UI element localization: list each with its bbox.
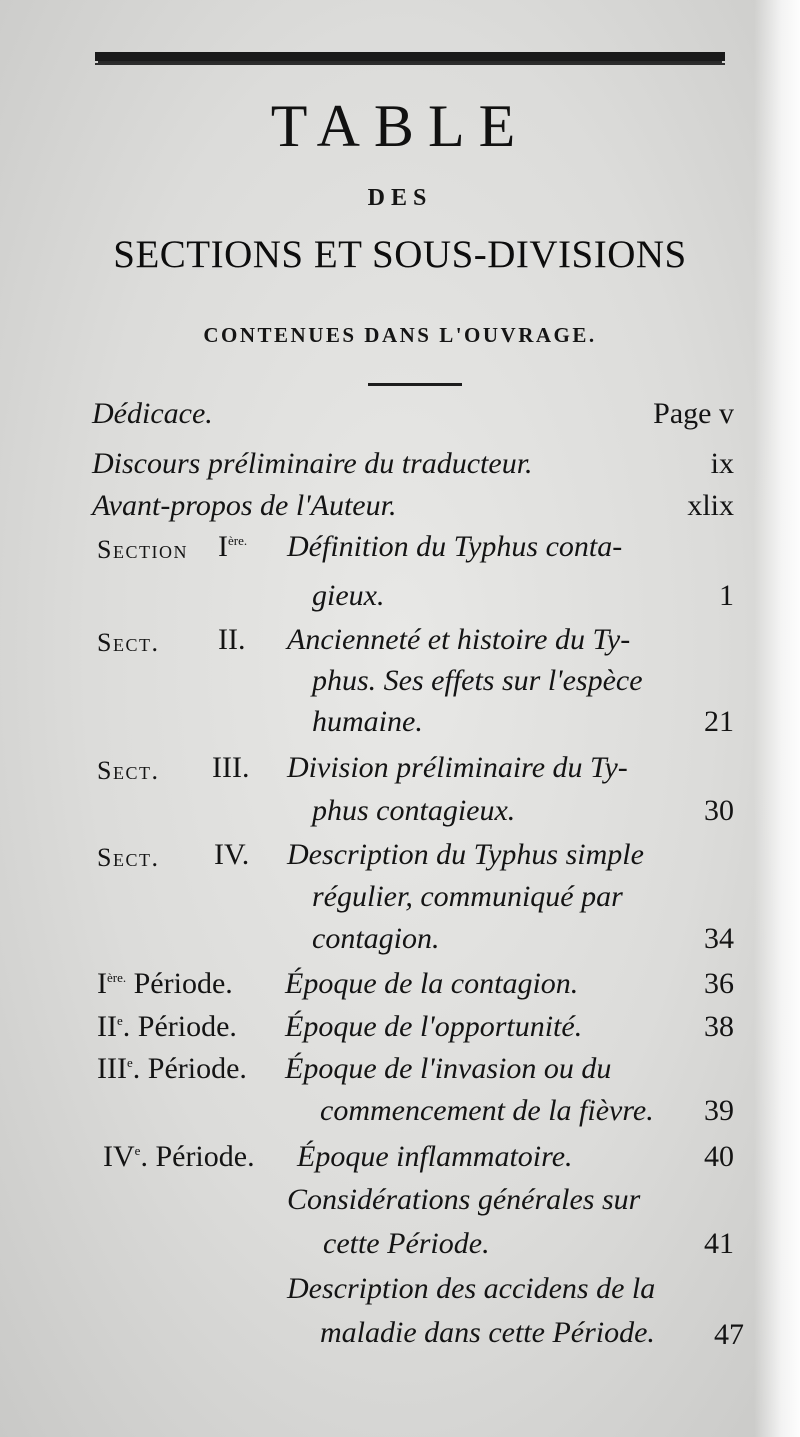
period-4-page: 40 (704, 1140, 734, 1173)
section-2-title-line3: humaine. (312, 705, 423, 738)
section-1-title-line2: gieux. (312, 579, 385, 612)
description-accidens-line1: Description des accidens de la (287, 1272, 656, 1305)
entry-avant-propos-page: xlix (687, 489, 734, 522)
entry-discours-page: ix (710, 447, 734, 480)
section-1-number: $I^{ère.}$ (218, 530, 248, 563)
entry-avant-propos-text: Avant-propos de l'Auteur. (92, 489, 397, 522)
description-accidens-line2: maladie dans cette Période. (320, 1316, 655, 1349)
period-3-label: IIIe. Période. (97, 1052, 247, 1085)
period-3-title-line1: Époque de l'invasion ou du (285, 1052, 612, 1085)
title-contenues: CONTENUES DANS L'OUVRAGE. (203, 323, 597, 347)
section-3-label: Sect. (97, 756, 160, 785)
period-1-title: Époque de la contagion. (285, 967, 579, 1000)
top-ornamental-rule (95, 52, 725, 61)
section-3-title-line1: Division préliminaire du Ty- (287, 751, 628, 784)
section-4-label: Sect. (97, 843, 160, 872)
period-3-title-line2: commencement de la fièvre. (320, 1094, 654, 1127)
considerations-line1: Considérations générales sur (287, 1183, 641, 1216)
short-rule (368, 383, 462, 386)
page-title: TABLE (270, 93, 530, 159)
period-4-label: IVe. Période. (103, 1140, 255, 1173)
title-des: DES (367, 185, 433, 211)
entry-discours-text: Discours préliminaire du traducteur. (92, 447, 533, 480)
entry-dedicace-text: Dédicace. (92, 397, 213, 430)
section-2-page: 21 (704, 705, 734, 738)
section-1-page: 1 (719, 579, 734, 612)
section-4-number: IV. (214, 838, 250, 871)
considerations-page: 41 (704, 1227, 734, 1260)
section-4-title-line3: contagion. (312, 922, 440, 955)
section-1-label: Section (97, 535, 188, 564)
considerations-line2: cette Période. (323, 1227, 490, 1260)
period-1-page: 36 (704, 967, 734, 1000)
period-3-page: 39 (704, 1094, 734, 1127)
section-3-number: III. (212, 751, 250, 784)
section-2-label: Sect. (97, 628, 160, 657)
section-2-title-line2: phus. Ses effets sur l'espèce (312, 664, 643, 697)
page-edge-shadow (754, 0, 800, 1437)
period-2-title: Époque de l'opportunité. (285, 1010, 583, 1043)
description-accidens-page: 47 (714, 1318, 744, 1351)
title-sections: SECTIONS ET SOUS-DIVISIONS (113, 233, 687, 276)
period-1-label: $I^{ère.}$ Période. (97, 967, 233, 1000)
section-4-title-line1: Description du Typhus simple (287, 838, 644, 871)
period-2-label: IIe. Période. (97, 1010, 237, 1043)
section-3-page: 30 (704, 794, 734, 827)
section-2-title-line1: Ancienneté et histoire du Ty- (287, 623, 631, 656)
section-4-page: 34 (704, 922, 734, 955)
section-1-title-line1: Définition du Typhus conta- (287, 530, 623, 563)
entry-dedicace-page: Page v (653, 397, 734, 430)
section-3-title-line2: phus contagieux. (312, 794, 516, 827)
period-2-page: 38 (704, 1010, 734, 1043)
section-2-number: II. (218, 623, 246, 656)
section-4-title-line2: régulier, communiqué par (312, 880, 623, 913)
period-4-title: Époque inflammatoire. (297, 1140, 573, 1173)
